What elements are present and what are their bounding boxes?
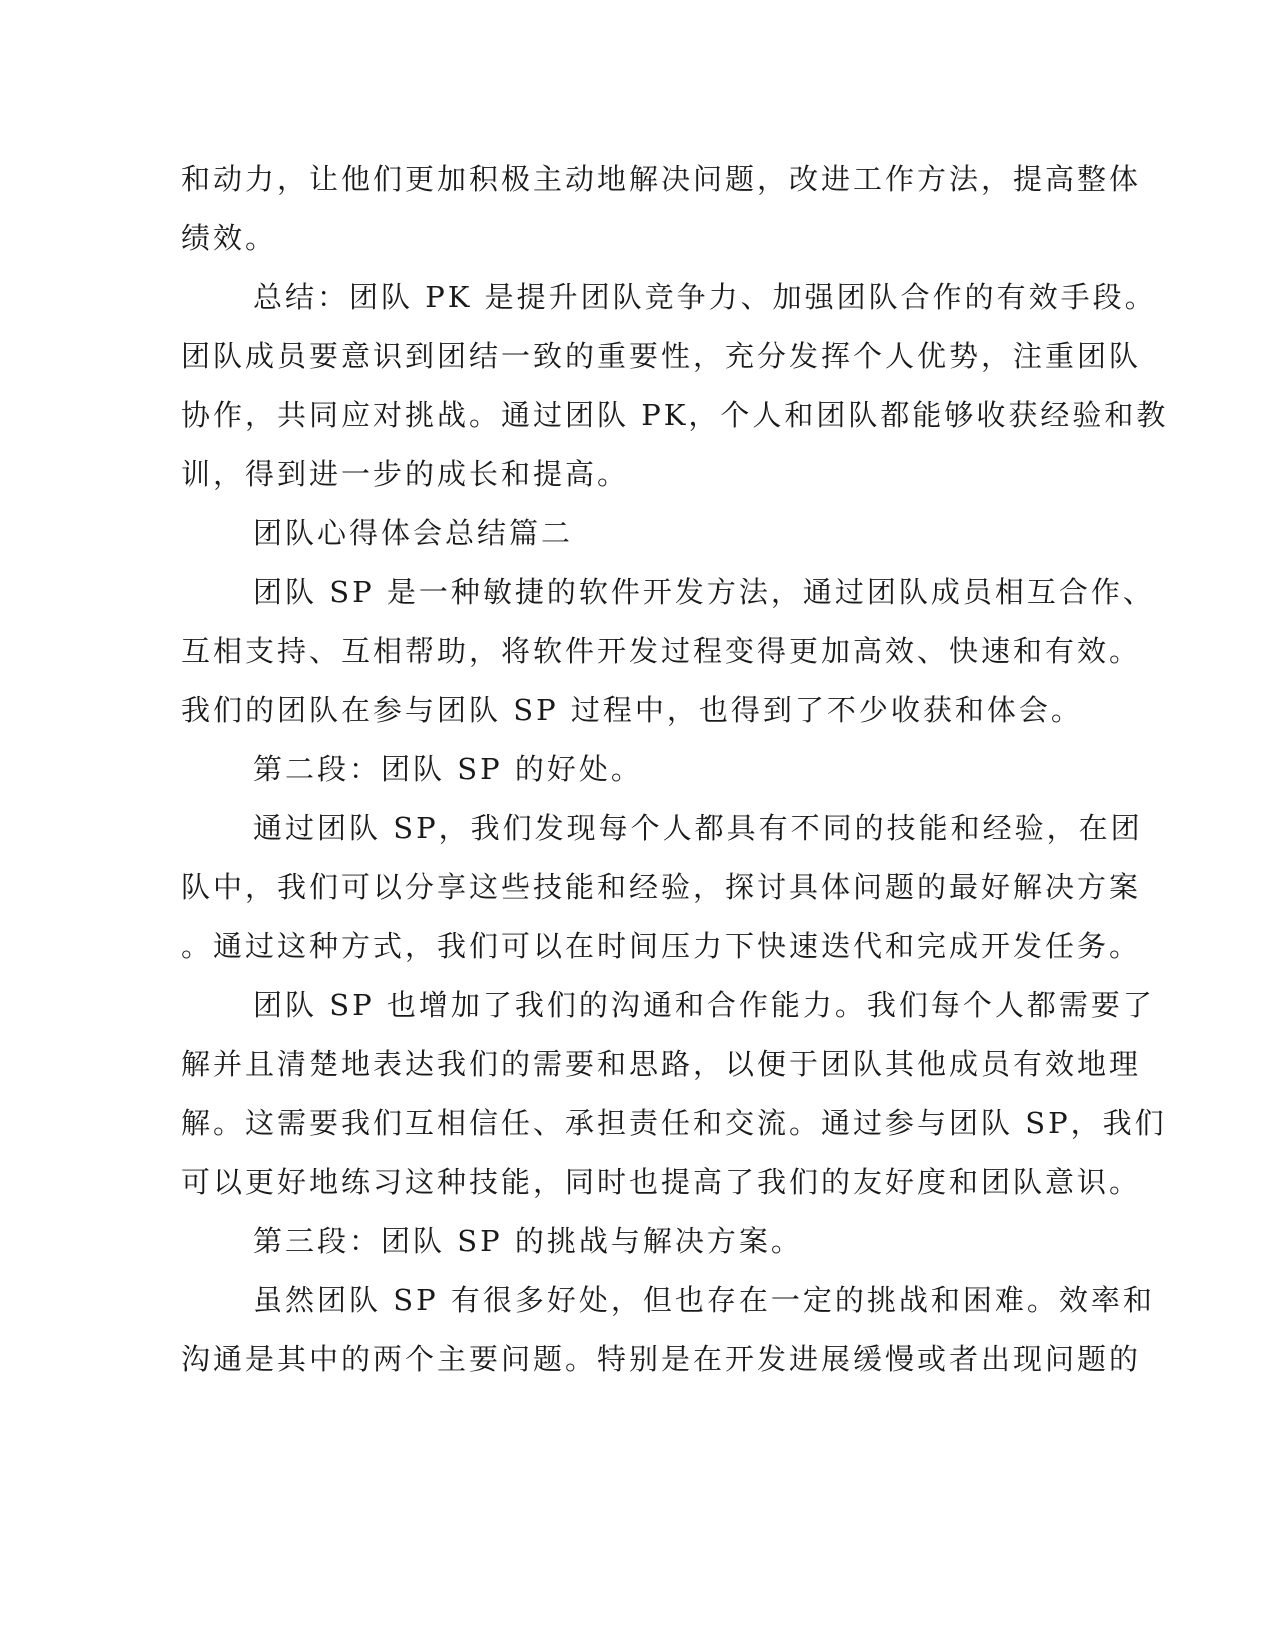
paragraph-line: 通过团队 SP，我们发现每个人都具有不同的技能和经验，在团: [253, 811, 1143, 845]
text-line: 可以更好地练习这种技能，同时也提高了我们的友好度和团队意识。: [181, 1165, 1142, 1199]
text-line: 队中，我们可以分享这些技能和经验，探讨具体问题的最好解决方案: [181, 870, 1142, 904]
text-line: 训，得到进一步的成长和提高。: [181, 457, 630, 491]
text-line: 和动力，让他们更加积极主动地解决问题，改进工作方法，提高整体: [181, 162, 1142, 196]
text-line: 解。这需要我们互相信任、承担责任和交流。通过参与团队 SP，我们: [181, 1106, 1167, 1140]
text-line: 互相支持、互相帮助，将软件开发过程变得更加高效、快速和有效。: [181, 634, 1142, 668]
text-line: 我们的团队在参与团队 SP 过程中，也得到了不少收获和体会。: [181, 693, 1083, 727]
text-line: 团队成员要意识到团结一致的重要性，充分发挥个人优势，注重团队: [181, 339, 1142, 373]
text-line: 绩效。: [181, 221, 278, 255]
text-line: 协作，共同应对挑战。通过团队 PK，个人和团队都能够收获经验和教: [181, 398, 1169, 432]
paragraph-line: 虽然团队 SP 有很多好处，但也存在一定的挑战和困难。效率和: [253, 1283, 1155, 1317]
paragraph-line: 团队 SP 是一种敏捷的软件开发方法，通过团队成员相互合作、: [253, 575, 1155, 609]
paragraph-line: 团队 SP 也增加了我们的沟通和合作能力。我们每个人都需要了: [253, 988, 1155, 1022]
text-line: 解并且清楚地表达我们的需要和思路，以便于团队其他成员有效地理: [181, 1047, 1142, 1081]
section-heading: 团队心得体会总结篇二: [253, 516, 574, 550]
summary-paragraph-line: 总结：团队 PK 是提升团队竞争力、加强团队合作的有效手段。: [253, 280, 1157, 314]
text-line: 沟通是其中的两个主要问题。特别是在开发进展缓慢或者出现问题的: [181, 1342, 1142, 1376]
subheading: 第二段：团队 SP 的好处。: [253, 752, 643, 786]
subheading: 第三段：团队 SP 的挑战与解决方案。: [253, 1224, 803, 1258]
document-body: [181, 150, 1169, 1389]
text-line: 。通过这种方式，我们可以在时间压力下快速迭代和完成开发任务。: [181, 929, 1142, 963]
